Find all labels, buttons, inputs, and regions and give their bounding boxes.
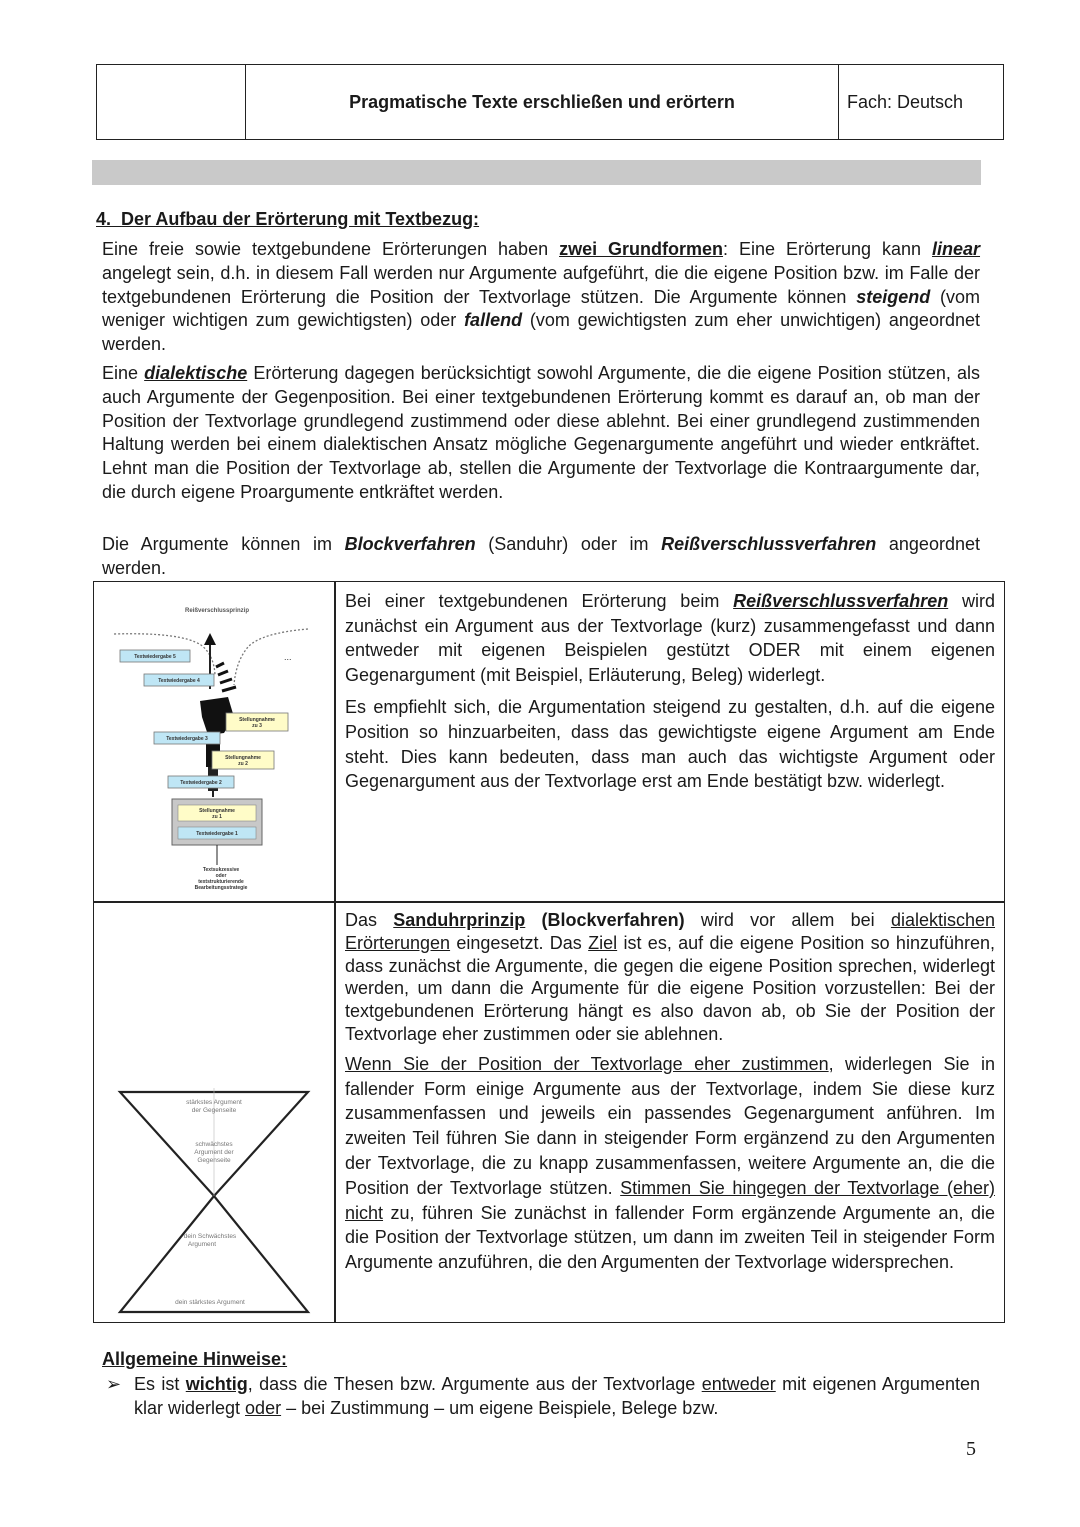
textwiedergabe-5-label: Textwiedergabe 5 xyxy=(134,654,176,660)
section-heading xyxy=(96,209,479,230)
table-column-divider xyxy=(334,581,336,1323)
page-number: 5 xyxy=(966,1438,976,1460)
your-strongest-argument-label: dein stärkstes Argument xyxy=(175,1299,245,1306)
paragraph-verfahren: Die Argumente können im Blockverfahren (Sanduhr) oder im Reißverschlussverfahren angeordnet werden. xyxy=(102,534,980,578)
strongest-opposing-argument-label: stärkstes Argument xyxy=(186,1099,242,1106)
keyword-reissverschlussverfahren-cell: Reißverschlussverfahren xyxy=(733,591,949,611)
header-table xyxy=(96,64,1004,140)
hourglass-description: Das Sanduhrprinzip (Blockverfahren) wird vor allem bei dialektischen Erörterungen eingesetzt. Das Ziel ist es, auf die eigene Position so hinzuführen, dass zunächst die Argumente, die gegen die eigene Position sprechen, widerlegt werden, um dann die Argumente für die eigene Position vorzustellen: Bei der textgebundenen Erörterung hängt es also davon ab, ob Sie der Position der Textvorlage eher zustimmen oder sie ablehnen. Wenn Sie der Position der Textvorlage eher zustimmen, widerlegen Sie in fallender Form einige Argumente aus der Textvorlage, indem Sie diese kurz zusammenfassen und jeweils ein passendes Gegenargument anführen. Im zweiten Teil führen Sie dann in steigender Form ergänzend zu den Argumenten der Textvorlage, die zu knapp zusammenfassen, weitere Argumente an, die die Position der Textvorlage stützen. Stimmen Sie hingegen der Textvorlage (eher) nicht zu, führen Sie zunächst in fallender Form ergänzende Argumente an, die die Position der Textvorlage stützen, um dann im zweiten Teil in steigender Form Argumente anzuführen, die den Argumenten der Textvorlage widersprechen. xyxy=(345,910,996,1273)
paragraph-dialektisch: Eine dialektische Erörterung dagegen berücksichtigt sowohl Argumente, die die eigene Position stützen, als auch Argumente der Gegenposition. Bei einer textgebundenen Erörterung kommt es darauf an, ob man der Position der Textvorlage grundlegend zustimmend oder diese ablehnt. Bei einer grundlegend zustimmenden Haltung werden bei einem dialektischen Ansatz mögliche Gegenargumente angeführt und wieder entkräftet. Lehnt man die Position der Textvorlage ab, stellen die Argumente der Textvorlage die Kontraargumente dar, die durch eigene Proargumente entkräftet werden. xyxy=(102,363,980,502)
section-number: 4. xyxy=(96,209,112,229)
header-logo-cell xyxy=(97,65,246,139)
svg-text:zu 2: zu 2 xyxy=(238,761,248,767)
keyword-steigend: steigend xyxy=(856,286,931,307)
zipper-principle-diagram xyxy=(96,585,332,899)
paragraph-grundformen: Eine freie sowie textgebundene Erörterungen haben zwei Grundformen: Eine Erörterung kann linear angelegt sein, d.h. in diesem Fall werden nur Argumente aufgeführt, die die eigene Position bzw. im Falle der textgebundenen Erörterung die Position der Textvorlage stützen. Die Argumente können steigend (vom weniger wichtigen zum gewichtigsten) oder fallend (vom gewichtigsten zum eher unwichtigen) angeordnet werden. xyxy=(102,239,981,355)
stellungnahme-2-label: Stellungnahme xyxy=(225,755,261,761)
svg-text:Argument: Argument xyxy=(187,1241,217,1248)
keyword-reissverschlussverfahren: Reißverschlussverfahren xyxy=(661,534,877,554)
zipper-recommendation: Es empfiehlt sich, die Argumentation steigend zu gestalten, d.h. auf die eigene Position so hinzuarbeiten, dass das gewichtigste eigene Argument am Ende steht. Dies kann bedeuten, dass man auch das wichtigste Argument oder Gegenargument aus der Textvorlage erst am Ende bestätigt bzw. widerlegt. xyxy=(345,697,995,792)
zipper-description: Bei einer textgebundenen Erörterung beim Reißverschlussverfahren wird zunächst ein Argument aus der Textvorlage (kurz) zusammengefasst und dann entweder mit eigenen Beispielen gestützt ODER mit einem eigenen Gegenargument (mit Beispiel, Erläuterung, Beleg) widerlegt. Es empfiehlt sich, die Argumentation steigend zu gestalten, d.h. auf die eigene Position so hinzuarbeiten, dass das gewichtigste eigene Argument am Ende steht. Dies kann bedeuten, dass man auch das wichtigste Argument oder Gegenargument aus der Textvorlage erst am Ende bestätigt bzw. widerlegt. xyxy=(345,589,995,794)
textwiedergabe-4-label: Textwiedergabe 4 xyxy=(158,678,200,684)
svg-text:Argument der: Argument der xyxy=(194,1149,234,1156)
table-row-divider xyxy=(93,901,1005,903)
svg-text:der Gegenseite: der Gegenseite xyxy=(191,1107,237,1114)
svg-text:oder: oder xyxy=(215,873,227,879)
svg-text:zu 3: zu 3 xyxy=(252,723,262,729)
svg-text:zu 1: zu 1 xyxy=(212,814,222,820)
weakest-opposing-argument-label: schwächstes xyxy=(195,1141,233,1148)
keyword-blockverfahren: Blockverfahren xyxy=(344,534,476,554)
svg-text:textstrukturierende: textstrukturierende xyxy=(198,879,244,885)
keyword-fallend: fallend xyxy=(464,310,523,331)
svg-text:Gegenseite: Gegenseite xyxy=(197,1157,231,1164)
hint-list-item: ➢ Es ist wichtig, dass die Thesen bzw. Argumente aus der Textvorlage entweder mit eigenen Argumenten klar widerlegt oder – bei Zustimmung – um eigene Beispiele, Belege bzw. xyxy=(106,1374,980,1418)
textwiedergabe-1-label: Textwiedergabe 1 xyxy=(196,831,238,837)
keyword-zwei-grundformen: zwei Grundformen xyxy=(559,239,724,259)
subject-label: Fach: Deutsch xyxy=(847,91,964,112)
svg-text:Bearbeitungsstrategie: Bearbeitungsstrategie xyxy=(194,885,248,891)
stellungnahme-3-label: Stellungnahme xyxy=(239,717,275,723)
keyword-linear: linear xyxy=(931,239,981,259)
stellungnahme-1-label: Stellungnahme xyxy=(199,808,235,814)
your-weakest-argument-label: dein Schwächstes xyxy=(183,1233,237,1240)
strategy-caption: Textsukzessive xyxy=(202,867,240,873)
hints-heading: Allgemeine Hinweise: xyxy=(102,1349,288,1369)
section-title: Der Aufbau der Erörterung mit Textbezug: xyxy=(121,209,480,229)
keyword-blockverfahren-cell: (Blockverfahren) xyxy=(541,910,685,930)
arrow-bullet-icon: ➢ xyxy=(106,1374,122,1394)
hourglass-diagram xyxy=(96,1080,332,1320)
keyword-dialektische: dialektische xyxy=(144,363,248,383)
divider-bar xyxy=(92,160,981,185)
zipper-diagram-title: Reißverschlussprinzip xyxy=(184,608,250,614)
keyword-sanduhrprinzip: Sanduhrprinzip xyxy=(393,910,526,930)
continuation-dots: ... xyxy=(284,652,292,662)
document-title: Pragmatische Texte erschließen und erörtern xyxy=(246,65,839,139)
textwiedergabe-2-label: Textwiedergabe 2 xyxy=(180,780,222,786)
textwiedergabe-3-label: Textwiedergabe 3 xyxy=(166,736,208,742)
